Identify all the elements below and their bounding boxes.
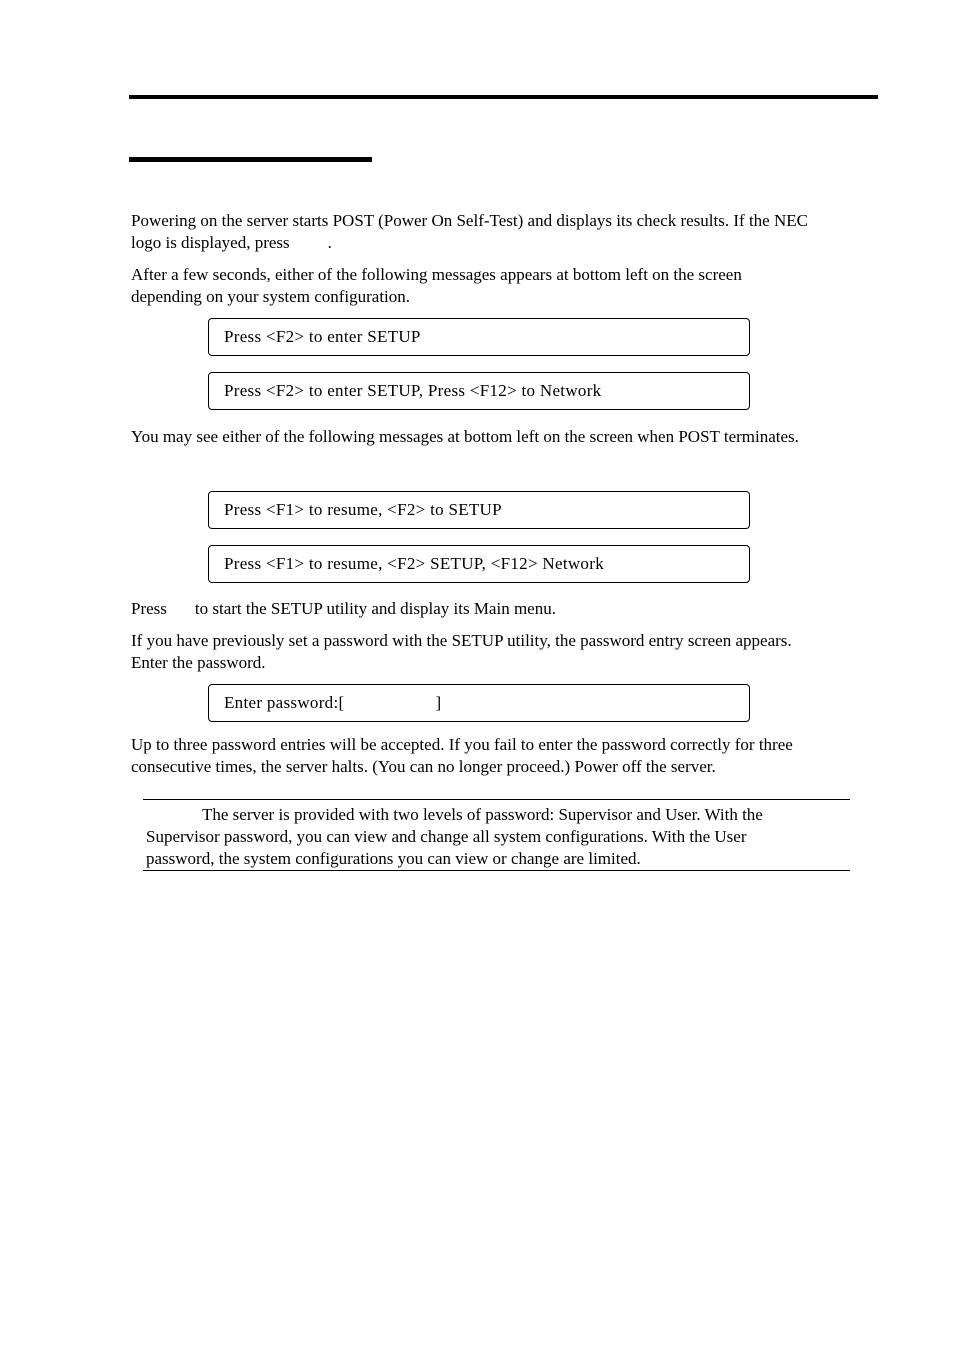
resume-message-box: Press <F1> to resume, <F2> to SETUP [208,491,750,529]
after-seconds-line-2: depending on your system configuration. [131,287,411,306]
password-attempts-paragraph [131,734,876,778]
intro-line-1: Powering on the server starts POST (Power On Self-Test) and displays its check results. If the NEC [131,211,808,230]
note-line-3: password, the system configurations you can view or change are limited. [146,849,641,868]
setup-message-box: Press <F2> to enter SETUP [208,318,750,356]
after-seconds-line-1: After a few seconds, either of the following messages appears at bottom left on the screen [131,265,742,284]
intro-line-2a: logo is displayed, press [131,233,290,252]
password-attempts-line-2: consecutive times, the server halts. (You can no longer proceed.) Power off the server. [131,757,716,776]
press-start-paragraph [131,598,876,620]
section-heading-rule [129,157,372,162]
password-info-line-2: Enter the password. [131,653,266,672]
setup-network-message-box: Press <F2> to enter SETUP, Press <F12> to Network [208,372,750,410]
press-start-a: Press [131,599,167,618]
after-seconds-paragraph [131,264,876,308]
password-info-line-1: If you have previously set a password with the SETUP utility, the password entry screen appears. [131,631,792,650]
header-rule [129,95,878,99]
password-attempts-line-1: Up to three password entries will be accepted. If you fail to enter the password correctly for three [131,735,793,754]
note-line-1: The server is provided with two levels of password: Supervisor and User. With the [202,805,763,824]
intro-line-2b: . [327,233,332,252]
intro-paragraph [131,210,876,254]
note-line-2: Supervisor password, you can view and change all system configurations. With the User [146,827,747,846]
post-terminates-paragraph: You may see either of the following messages at bottom left on the screen when POST terminates. [131,427,799,446]
password-prompt-box: Enter password:[ ] [208,684,750,722]
password-info-paragraph [131,630,876,674]
press-start-b: to start the SETUP utility and display its Main menu. [194,599,556,618]
password-levels-note [143,799,850,871]
resume-network-message-box: Press <F1> to resume, <F2> SETUP, <F12> Network [208,545,750,583]
